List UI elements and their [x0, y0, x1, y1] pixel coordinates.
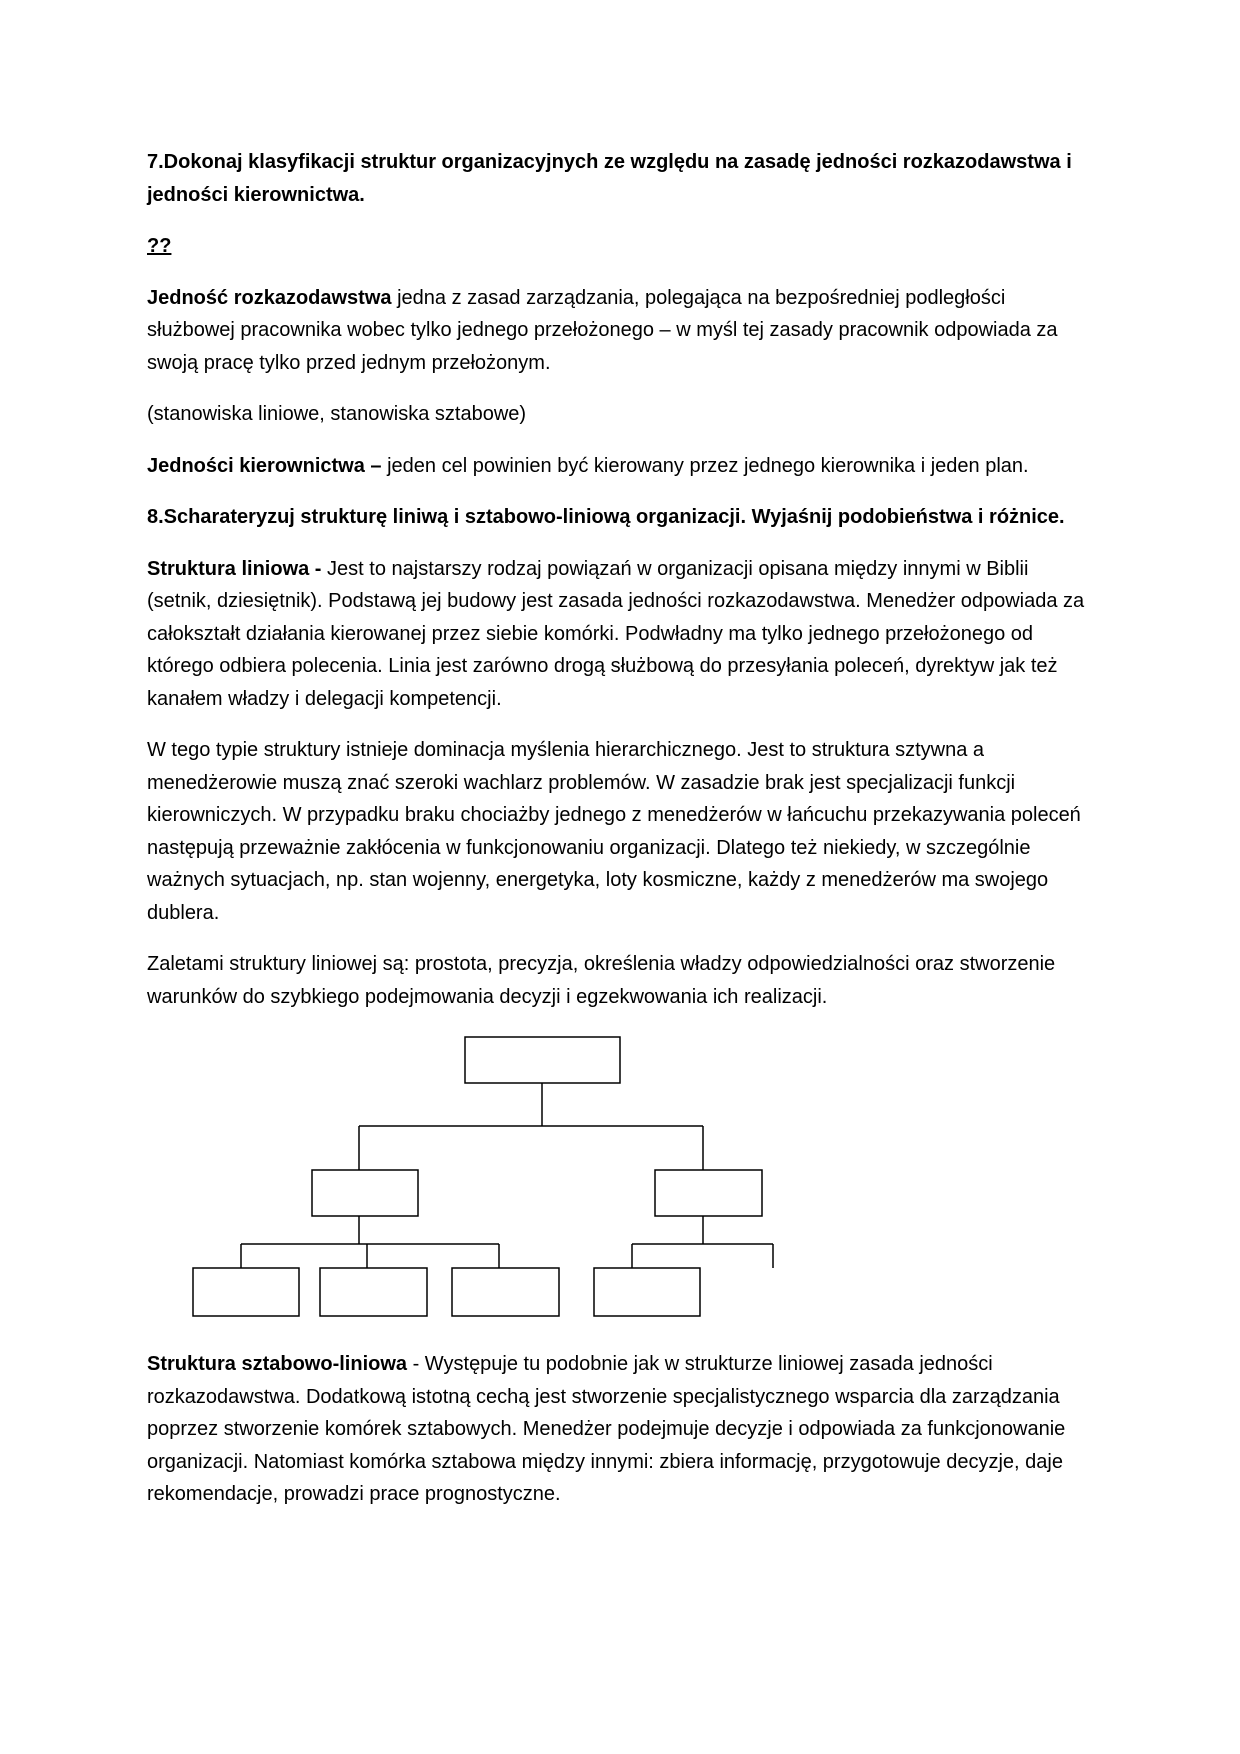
- definition-term: Jedność rozkazodawstwa: [147, 286, 392, 309]
- hierarchy-paragraph: W tego typie struktury istnieje dominacja myślenia hierarchicznego. Jest to struktura sztywna a menedżerowie muszą znać szeroki wachlarz problemów. W zasadzie brak jest specjalizacji funkcji kierowniczych. W przypadku braku chociażby jednego z menedżerów w łańcuchu przekazywania poleceń następują przeważnie zakłócenia w funkcjonowaniu organizacji. Dlatego też niekiedy, w szczególnie ważnych sytuacjach, np. stan wojenny, energetyka, loty kosmiczne, każdy z menedżerów ma swojego dublera.: [147, 739, 1081, 924]
- linear-structure-org-chart: [177, 1033, 777, 1318]
- positions-note: (stanowiska liniowe, stanowiska sztabowe): [147, 403, 527, 425]
- org-chart-bottom-box: [594, 1268, 700, 1316]
- org-chart-mid-box-right: [655, 1170, 762, 1216]
- linear-structure-paragraph: [147, 553, 1092, 716]
- definition-text: jeden cel powinien być kierowany przez jednego kierownika i jeden plan.: [381, 454, 1029, 477]
- question-7-heading: 7.Dokonaj klasyfikacji struktur organizacyjnych ze względu na zasadę jedności rozkazodawstwa i jedności kierownictwa.: [147, 151, 1072, 206]
- org-chart-top-box: [465, 1037, 620, 1083]
- org-chart-bottom-box: [193, 1268, 299, 1316]
- staff-line-structure-paragraph: [147, 1348, 1092, 1511]
- linear-structure-term: Struktura liniowa -: [147, 557, 322, 580]
- linear-structure-text: Jest to najstarszy rodzaj powiązań w organizacji opisana między innymi w Biblii (setnik, dziesiętnik). Podstawą jej budowy jest zasada jedności rozkazodawstwa. Menedżer odpowiada za całokształt działania kierowanej przez siebie komórki. Podwładny ma tylko jednego przełożonego od którego odbiera polecenia. Linia jest zarówno drogą służbową do przesyłania poleceń, dyrektyw jak też kanałem władzy i delegacji kompetencji.: [147, 557, 1085, 710]
- definition-unity-of-management: [147, 450, 1092, 483]
- question-8-heading: 8.Scharateryzuj strukturę liniwą i sztabowo-liniową organizacji. Wyjaśnij podobieństwa i różnice.: [147, 506, 1065, 528]
- org-chart-bottom-box: [452, 1268, 559, 1316]
- definition-term: Jedności kierownictwa –: [147, 454, 382, 477]
- question-7-marks: ??: [147, 235, 172, 257]
- definition-unity-of-command: [147, 282, 1092, 380]
- staff-line-structure-term: Struktura sztabowo-liniowa: [147, 1353, 408, 1375]
- staff-line-structure-text: - Występuje tu podobnie jak w strukturze liniowej zasada jedności rozkazodawstwa. Dodatkową istotną cechą jest stworzenie specjalistycznego wsparcia dla zarządzania poprzez stworzenie komórek sztabowych. Menedżer podejmuje decyzje i odpowiada za funkcjonowanie organizacji. Natomiast komórka sztabowa między innymi: zbiera informację, przygotowuje decyzje, daje rekomendacje, prowadzi prace prognostyczne.: [147, 1353, 1066, 1505]
- advantages-paragraph: Zaletami struktury liniowej są: prostota, precyzja, określenia władzy odpowiedzialności oraz stworzenie warunków do szybkiego podejmowania decyzji i egzekwowania ich realizacji.: [147, 953, 1056, 1008]
- document-content: [147, 146, 1092, 1530]
- org-chart-bottom-box: [320, 1268, 427, 1316]
- definition-text: jedna z zasad zarządzania, polegająca na bezpośredniej podległości służbowej pracownika wobec tylko jednego przełożonego – w myśl tej zasady pracownik odpowiada za swoją pracę tylko przed jednym przełożonym.: [147, 286, 1058, 374]
- org-chart-mid-box-left: [312, 1170, 418, 1216]
